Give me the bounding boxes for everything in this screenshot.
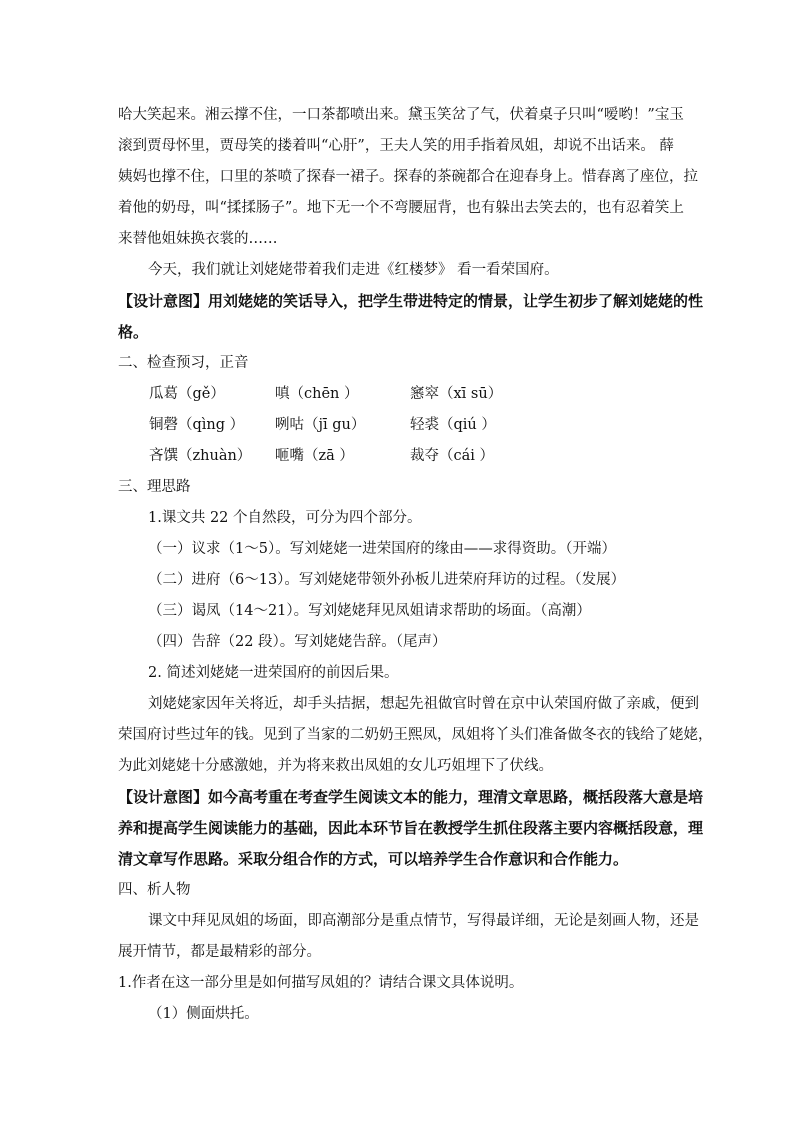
- intro-today: 今天，我们就让刘姥姥带着我们走进《红楼梦》 看一看荣国府。: [148, 262, 559, 278]
- outline-part: （一）议求（1～5）。写刘姥姥一进荣国府的缘由——求得资助。（开端）: [148, 541, 616, 557]
- paragraph-line: 展开情节，都是最精彩的部分。: [118, 944, 321, 960]
- intro-line: 滚到贾母怀里，贾母笑的搂着叫“心肝”，王夫人笑的用手指着凤姐，却说不出话来。 薛: [118, 138, 674, 154]
- sub-point: （1）侧面烘托。: [148, 1006, 259, 1022]
- answer-line: 为此刘姥姥十分感激她，并为将来救出凤姐的女儿巧姐埋下了伏线。: [118, 758, 553, 774]
- document-body: [118, 100, 713, 1030]
- pronunciation-item: 轻裘（qiú ）: [410, 417, 496, 433]
- intro-line: 姨妈也撑不住，口里的茶喷了探春一裙子。探春的茶碗都合在迎春身上。惜春离了座位，拉: [118, 169, 698, 185]
- pronunciation-item: 咧咕（jī gu）: [275, 417, 366, 433]
- pronunciation-row: [118, 379, 678, 410]
- section-heading-outline: 三、理思路: [118, 479, 191, 495]
- answer-line: 荣国府讨些过年的钱。见到了当家的二奶奶王熙凤，凤姐将丫头们准备做冬衣的钱给了姥姥，: [118, 727, 713, 743]
- pronunciation-row: [118, 441, 678, 472]
- design-intent-1: 格。: [118, 323, 149, 341]
- pronunciation-item: 窸窣（xī sū）: [410, 386, 503, 402]
- intro-line: 来替他姐妹换衣裳的……: [118, 231, 278, 247]
- pronunciation-item: 咂嘴（zā ）: [275, 448, 354, 464]
- outline-part: （四）告辞（22 段）。写刘姥姥告辞。（尾声）: [148, 634, 447, 650]
- pronunciation-item: 吝馔（zhuàn）: [149, 448, 252, 464]
- intro-line: 着他的奶母，叫“揉揉肠子”。地下无一个不弯腰屈背，也有躲出去笑去的，也有忍着笑上: [118, 200, 684, 216]
- section-heading-characters: 四、析人物: [118, 882, 191, 898]
- outline-part: （二）进府（6～13）。写刘姥姥带领外孙板儿进荣府拜访的过程。（发展）: [148, 572, 626, 588]
- paragraph-line: 课文中拜见凤姐的场面，即高潮部分是重点情节，写得最详细，无论是刻画人物，还是: [148, 913, 699, 929]
- design-intent-2: 养和提高学生阅读能力的基础，因此本环节旨在教授学生抓住段落主要内容概括段意，理: [118, 819, 704, 837]
- pronunciation-item: 嗔（chēn ）: [275, 386, 359, 402]
- design-intent-2: 【设计意图】如今高考重在考查学生阅读文本的能力，理清文章思路，概括段落大意是培: [118, 788, 704, 806]
- pronunciation-item: 瓜葛（gě）: [149, 386, 225, 402]
- pronunciation-item: 裁夺（cái ）: [410, 448, 495, 464]
- answer-line: 刘姥姥家因年关将近，却手头拮据，想起先祖做官时曾在京中认荣国府做了亲戚，便到: [148, 696, 699, 712]
- design-intent-2: 清文章写作思路。采取分组合作的方式，可以培养学生合作意识和合作能力。: [118, 850, 629, 868]
- pronunciation-item: 铜磬（qìng ）: [149, 417, 245, 433]
- pronunciation-row: [118, 410, 678, 441]
- design-intent-1: 【设计意图】用刘姥姥的笑话导入，把学生带进特定的情景，让学生初步了解刘姥姥的性: [118, 292, 704, 310]
- outline-part: （三）谒凤（14～21）。写刘姥姥拜见凤姐请求帮助的场面。（高潮）: [148, 603, 591, 619]
- question-line: 1.作者在这一部分里是如何描写凤姐的？请结合课文具体说明。: [118, 975, 524, 991]
- question-1: 1.课文共 22 个自然段，可分为四个部分。: [148, 510, 422, 526]
- section-heading-preview: 二、检查预习，正音: [118, 355, 249, 371]
- intro-line: 哈大笑起来。湘云撑不住，一口茶都喷出来。黛玉笑岔了气，伏着桌子只叫“嗳哟！”宝玉: [118, 107, 684, 123]
- question-2: 2. 简述刘姥姥一进荣国府的前因后果。: [148, 665, 399, 681]
